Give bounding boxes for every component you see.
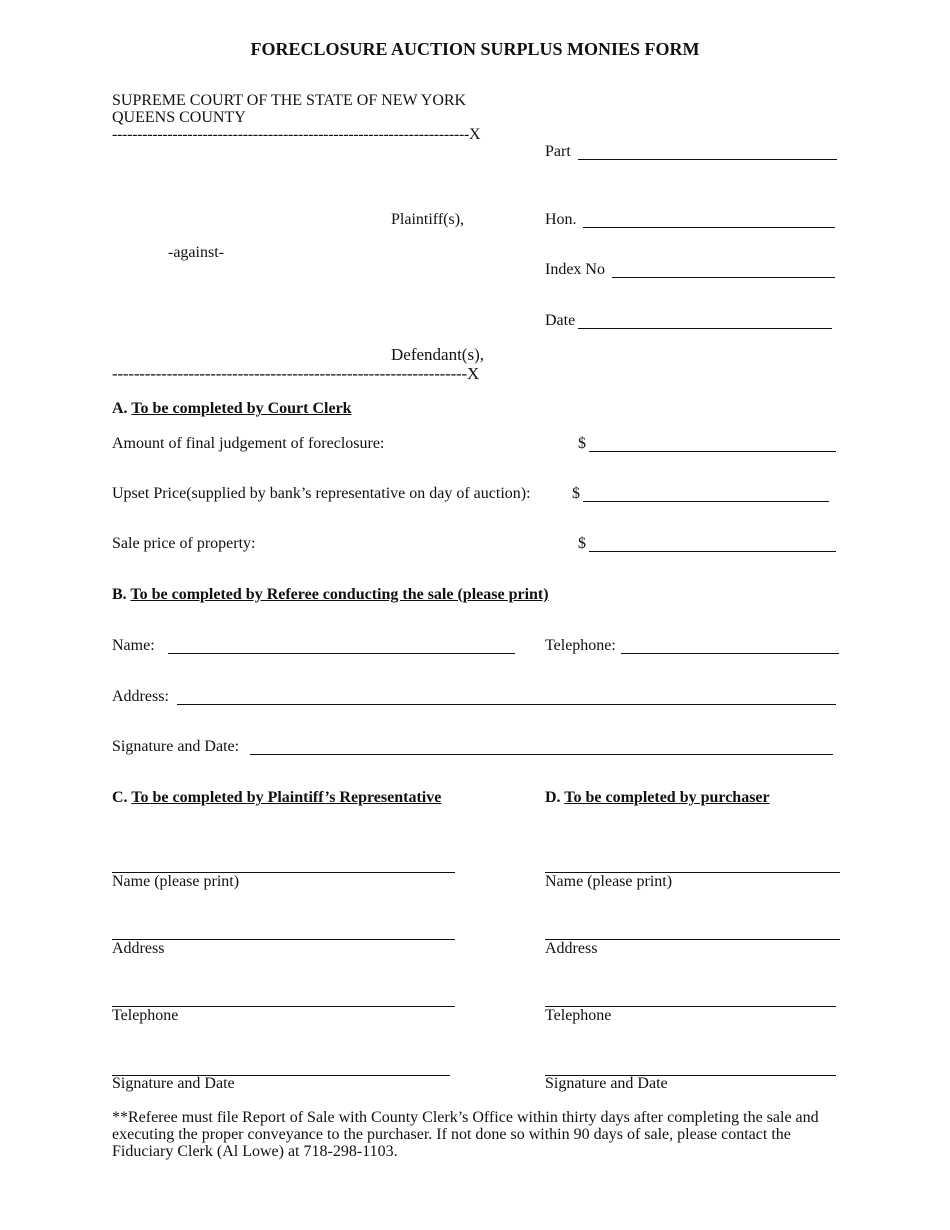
date-label: Date xyxy=(545,312,576,329)
referee-signature-field[interactable] xyxy=(250,754,833,755)
purchaser-signature-label: Signature and Date xyxy=(545,1075,668,1092)
section-b-letter: B. xyxy=(112,586,127,603)
section-c-heading xyxy=(112,790,441,806)
referee-name-field[interactable] xyxy=(168,653,515,654)
section-b-title: To be completed by Referee conducting the sale (please print) xyxy=(130,586,549,603)
caption-top-rule: -----------------------------------------------------------------------X xyxy=(112,126,481,143)
part-field[interactable] xyxy=(578,159,837,160)
section-d-heading xyxy=(545,790,770,806)
plaintiff-rep-name-label: Name (please print) xyxy=(112,873,240,890)
sale-price-label: Sale price of property: xyxy=(112,535,256,552)
section-c-letter: C. xyxy=(112,789,128,806)
hon-field[interactable] xyxy=(583,227,835,228)
plaintiff-rep-signature-label: Signature and Date xyxy=(112,1075,235,1092)
county-name: QUEENS COUNTY xyxy=(112,109,246,126)
index-no-field[interactable] xyxy=(612,277,835,278)
judgement-amount-field[interactable] xyxy=(589,451,836,452)
sale-price-currency: $ xyxy=(578,535,586,552)
plaintiff-label: Plaintiff(s), xyxy=(391,211,465,228)
purchaser-name-label: Name (please print) xyxy=(545,873,673,890)
date-field[interactable] xyxy=(578,328,832,329)
section-d-letter: D. xyxy=(545,789,561,806)
section-b-heading xyxy=(112,587,549,603)
index-no-label: Index No xyxy=(545,261,605,278)
section-a-title: To be completed by Court Clerk xyxy=(131,400,352,417)
upset-price-label: Upset Price(supplied by bank’s representative on day of auction): xyxy=(112,485,531,502)
caption-bottom-rule: -----------------------------------------------------------------X xyxy=(112,364,480,383)
purchaser-telephone-label: Telephone xyxy=(545,1007,612,1024)
plaintiff-rep-address-label: Address xyxy=(112,940,165,957)
referee-address-field[interactable] xyxy=(177,704,836,705)
referee-telephone-field[interactable] xyxy=(621,653,839,654)
upset-price-currency: $ xyxy=(572,485,580,502)
section-d-title: To be completed by purchaser xyxy=(564,789,770,806)
judgement-label: Amount of final judgement of foreclosure: xyxy=(112,435,385,452)
section-a-letter: A. xyxy=(112,400,128,417)
judgement-currency: $ xyxy=(578,435,586,452)
referee-telephone-label: Telephone: xyxy=(545,637,616,654)
upset-price-field[interactable] xyxy=(583,501,829,502)
hon-label: Hon. xyxy=(545,211,577,228)
referee-address-label: Address: xyxy=(112,688,169,705)
part-label: Part xyxy=(545,143,571,160)
section-c-title: To be completed by Plaintiff’s Representative xyxy=(131,789,442,806)
referee-name-label: Name: xyxy=(112,637,155,654)
footnote: **Referee must file Report of Sale with County Clerk’s Office within thirty days after completing the sale and executing the proper conveyance to the purchaser. If not done so within 90 days of sale, please contact the Fiduciary Clerk (Al Lowe) at 718-298-1103. xyxy=(112,1109,819,1160)
referee-signature-label: Signature and Date: xyxy=(112,738,240,755)
form-title: FORECLOSURE AUCTION SURPLUS MONIES FORM xyxy=(250,39,700,59)
defendant-label: Defendant(s), xyxy=(391,345,484,364)
court-name: SUPREME COURT OF THE STATE OF NEW YORK xyxy=(112,92,467,109)
plaintiff-rep-telephone-label: Telephone xyxy=(112,1007,179,1024)
sale-price-field[interactable] xyxy=(589,551,836,552)
purchaser-address-label: Address xyxy=(545,940,598,957)
section-a-heading xyxy=(112,401,352,417)
against-label: -against- xyxy=(168,244,224,261)
